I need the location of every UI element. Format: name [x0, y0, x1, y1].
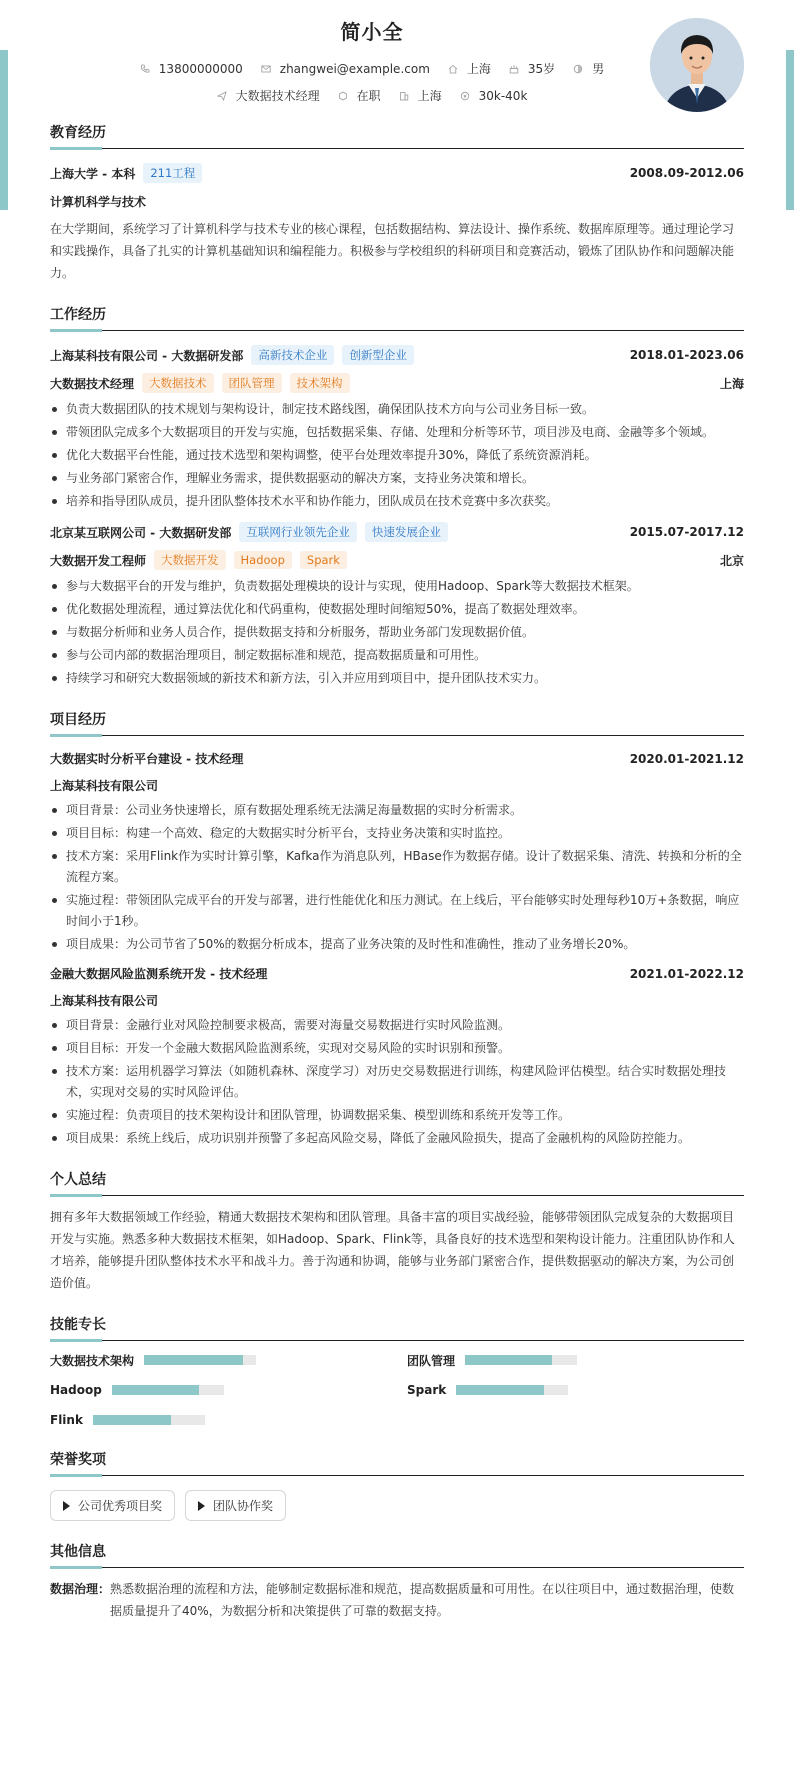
skill-item	[50, 1381, 387, 1399]
skills-section	[50, 1314, 744, 1429]
cake-icon	[509, 64, 519, 74]
gender-info	[573, 60, 604, 77]
honors-title: 荣誉奖项	[50, 1449, 744, 1476]
list-item: 带领团队完成多个大数据项目的开发与实施，包括数据采集、存储、处理和分析等环节，项目涉及电商、金融等多个领域。	[50, 422, 744, 443]
skill-level-fill	[144, 1355, 243, 1365]
work-bullets	[50, 399, 744, 512]
skill-name: Spark	[407, 1383, 447, 1397]
summary-text: 拥有多年大数据领域工作经验，精通大数据技术架构和团队管理。具备丰富的项目实战经验，能够带领团队完成复杂的大数据项目开发与实施。熟悉多种大数据技术框架，如Hadoop、Spark、Flink等，具备良好的技术选型和架构设计能力。注重团队协作和人才培养，能够提升团队整体技术水平和战斗力。善于沟通和协调，能够与业务部门紧密合作，提供数据驱动的解决方案，为公司创造价值。	[50, 1210, 735, 1290]
major-row	[50, 193, 744, 210]
awards-list	[50, 1490, 744, 1521]
salary-info	[460, 89, 528, 103]
skills-title: 技能专长	[50, 1314, 744, 1341]
work-role: 大数据开发工程师	[50, 553, 147, 568]
list-item: 项目目标：构建一个高效、稳定的大数据实时分析平台，支持业务决策和实时监控。	[50, 823, 744, 844]
school-degree: 上海大学 - 本科	[50, 166, 136, 181]
honors-section	[50, 1449, 744, 1521]
project-title: 大数据实时分析平台建设 - 技术经理	[50, 752, 244, 766]
status-text: 在职	[356, 89, 381, 103]
coin-icon	[460, 91, 470, 101]
list-item: 培养和指导团队成员，提升团队整体技术水平和协作能力，团队成员在技术竞赛中多次获奖。	[50, 491, 744, 512]
other-label: 数据治理：	[50, 1582, 111, 1596]
project-period: 2020.01-2021.12	[629, 751, 744, 766]
skill-level-bar	[93, 1415, 205, 1425]
role-tag: 团队管理	[222, 373, 282, 393]
list-item: 技术方案：运用机器学习算法（如随机森林、深度学习）对历史交易数据进行训练，构建风险评估模型。结合实时数据处理技术，实现对交易的实时风险评估。	[50, 1061, 744, 1103]
skill-level-bar	[465, 1355, 577, 1365]
education-header	[50, 163, 744, 183]
list-item: 优化大数据平台性能，通过技术选型和架构调整，使平台处理效率提升30%，降低了系统资源消耗。	[50, 445, 744, 466]
skill-level-bar	[456, 1385, 568, 1395]
list-item: 持续学习和研究大数据领域的新技术和新方法，引入并应用到项目中，提升团队技术实力。	[50, 668, 744, 689]
skill-item	[50, 1411, 387, 1429]
age-text: 35岁	[527, 62, 556, 76]
skill-level-fill	[456, 1385, 543, 1395]
role-tag: 大数据开发	[154, 550, 226, 570]
work-company: 上海某科技有限公司 - 大数据研发部	[50, 348, 244, 363]
send-icon	[217, 91, 227, 101]
work-entry	[50, 522, 744, 689]
work-role-row	[50, 550, 744, 570]
list-item: 项目背景：公司业务快速增长，原有数据处理系统无法满足海量数据的实时分析需求。	[50, 800, 744, 821]
left-accent-bar	[0, 50, 8, 210]
company-tag: 快速发展企业	[365, 522, 448, 542]
list-item: 项目目标：开发一个金融大数据风险监测系统，实现对交易风险的实时识别和预警。	[50, 1038, 744, 1059]
major: 计算机科学与技术	[50, 195, 147, 209]
phone-info	[140, 62, 243, 76]
school-tag: 211工程	[143, 163, 202, 183]
skill-item	[50, 1351, 387, 1369]
award-item[interactable]	[185, 1490, 286, 1521]
list-item: 与数据分析师和业务人员合作，提供数据支持和分析服务，帮助业务部门发现数据价值。	[50, 622, 744, 643]
work-company: 北京某互联网公司 - 大数据研发部	[50, 525, 232, 540]
target-city-text: 上海	[417, 89, 442, 103]
phone-icon	[140, 64, 150, 74]
skill-level-bar	[112, 1385, 224, 1395]
building-icon	[399, 91, 409, 101]
company-tag: 高新技术企业	[251, 345, 334, 365]
other-section	[50, 1541, 744, 1622]
work-title: 工作经历	[50, 304, 744, 331]
list-item: 项目成果：系统上线后，成功识别并预警了多起高风险交易，降低了金融风险损失，提高了金融机构的风险防控能力。	[50, 1128, 744, 1149]
role-tag: Hadoop	[234, 551, 292, 569]
projects-section	[50, 709, 744, 1149]
job-title-text: 大数据技术经理	[235, 89, 320, 103]
target-city-info	[399, 87, 442, 104]
list-item: 实施过程：负责项目的技术架构设计和团队管理，协调数据采集、模型训练和系统开发等工作。	[50, 1105, 744, 1126]
education-section	[50, 122, 744, 284]
other-item	[50, 1578, 744, 1622]
work-role-row	[50, 373, 744, 393]
company-tag: 创新型企业	[342, 345, 414, 365]
role-tag: 技术架构	[290, 373, 350, 393]
city-text: 上海	[466, 62, 491, 76]
work-role: 大数据技术经理	[50, 376, 135, 391]
skills-grid	[50, 1351, 744, 1429]
candidate-name: 简小全	[340, 20, 404, 44]
work-city: 上海	[719, 376, 744, 391]
project-title-row	[50, 965, 744, 982]
list-item: 负责大数据团队的技术规划与架构设计，制定技术路线图，确保团队技术方向与公司业务目标一致。	[50, 399, 744, 420]
resume-page	[50, 0, 744, 1622]
education-title: 教育经历	[50, 122, 744, 149]
skill-level-fill	[93, 1415, 171, 1425]
project-title: 金融大数据风险监测系统开发 - 技术经理	[50, 967, 268, 981]
gender-text: 男	[592, 62, 605, 76]
project-entry	[50, 750, 744, 955]
list-item: 参与大数据平台的开发与维护，负责数据处理模块的设计与实现，使用Hadoop、Spark等大数据技术框架。	[50, 576, 744, 597]
skill-level-bar	[144, 1355, 256, 1365]
project-company: 上海某科技有限公司	[50, 779, 159, 793]
skill-level-fill	[465, 1355, 552, 1365]
work-period: 2018.01-2023.06	[629, 348, 744, 362]
project-title-row	[50, 750, 744, 767]
award-label: 公司优秀项目奖	[78, 1499, 163, 1513]
other-title: 其他信息	[50, 1541, 744, 1568]
role-tag: 大数据技术	[142, 373, 214, 393]
avatar	[650, 18, 744, 112]
status-icon	[338, 91, 348, 101]
email-info	[261, 62, 430, 76]
city-info	[448, 60, 491, 77]
work-city: 北京	[719, 553, 744, 568]
education-period: 2008.09-2012.06	[629, 166, 744, 180]
email-text: zhangwei@example.com	[279, 61, 430, 76]
project-bullets	[50, 800, 744, 955]
work-entry	[50, 345, 744, 512]
education-description: 在大学期间，系统学习了计算机科学与技术专业的核心课程，包括数据结构、算法设计、操作系统、数据库原理等。通过理论学习和实践操作，具备了扎实的计算机基础知识和编程能力。积极参与学校组织的科研项目和竞赛活动，锻炼了团队协作和问题解决能力。	[50, 222, 735, 280]
role-tag: Spark	[300, 551, 347, 569]
summary-title: 个人总结	[50, 1169, 744, 1196]
project-period: 2021.01-2022.12	[629, 966, 744, 981]
salary-text: 30k-40k	[478, 88, 528, 103]
list-item: 项目成果：为公司节省了50%的数据分析成本，提高了业务决策的及时性和准确性，推动了业务增长20%。	[50, 934, 744, 955]
project-company: 上海某科技有限公司	[50, 994, 159, 1008]
project-company-row	[50, 777, 744, 794]
mail-icon	[261, 64, 271, 74]
contact-info-row	[50, 60, 694, 77]
skill-level-fill	[112, 1385, 199, 1395]
play-icon	[63, 1501, 70, 1511]
status-info	[338, 87, 381, 104]
work-section	[50, 304, 744, 689]
list-item: 参与公司内部的数据治理项目，制定数据标准和规范，提高数据质量和可用性。	[50, 645, 744, 666]
phone-text: 13800000000	[158, 61, 243, 76]
skill-item	[407, 1351, 744, 1369]
work-bullets	[50, 576, 744, 689]
award-label: 团队协作奖	[213, 1499, 274, 1513]
play-icon	[198, 1501, 205, 1511]
skill-name: 大数据技术架构	[50, 1353, 135, 1368]
work-period: 2015.07-2017.12	[629, 525, 744, 539]
other-text: 熟悉数据治理的流程和方法，能够制定数据标准和规范，提高数据质量和可用性。在以往项目中，通过数据治理，使数据质量提升了40%，为数据分析和决策提供了可靠的数据支持。	[110, 1582, 735, 1618]
skill-name: Hadoop	[50, 1383, 102, 1397]
list-item: 技术方案：采用Flink作为实时计算引擎，Kafka作为消息队列，HBase作为数据存储。设计了数据采集、清洗、转换和分析的全流程方案。	[50, 846, 744, 888]
work-company-row	[50, 345, 744, 365]
skill-item	[407, 1381, 744, 1399]
list-item: 项目背景：金融行业对风险控制要求极高，需要对海量交易数据进行实时风险监测。	[50, 1015, 744, 1036]
project-entry	[50, 965, 744, 1149]
work-company-row	[50, 522, 744, 542]
resume-header	[50, 0, 744, 120]
summary-section	[50, 1169, 744, 1294]
home-icon	[448, 64, 458, 74]
skill-name: 团队管理	[407, 1353, 456, 1368]
list-item: 优化数据处理流程，通过算法优化和代码重构，使数据处理时间缩短50%，提高了数据处理效率。	[50, 599, 744, 620]
age-info	[509, 60, 555, 77]
gender-icon	[573, 64, 583, 74]
company-tag: 互联网行业领先企业	[239, 522, 357, 542]
project-bullets	[50, 1015, 744, 1149]
job-title-info	[217, 87, 320, 104]
job-info-row	[50, 87, 694, 104]
projects-title: 项目经历	[50, 709, 744, 736]
project-company-row	[50, 992, 744, 1009]
skill-name: Flink	[50, 1413, 83, 1427]
award-item[interactable]	[50, 1490, 175, 1521]
list-item: 实施过程：带领团队完成平台的开发与部署，进行性能优化和压力测试。在上线后，平台能够实时处理每秒10万+条数据，响应时间小于1秒。	[50, 890, 744, 932]
list-item: 与业务部门紧密合作，理解业务需求，提供数据驱动的解决方案，支持业务决策和增长。	[50, 468, 744, 489]
right-accent-bar	[786, 50, 794, 210]
